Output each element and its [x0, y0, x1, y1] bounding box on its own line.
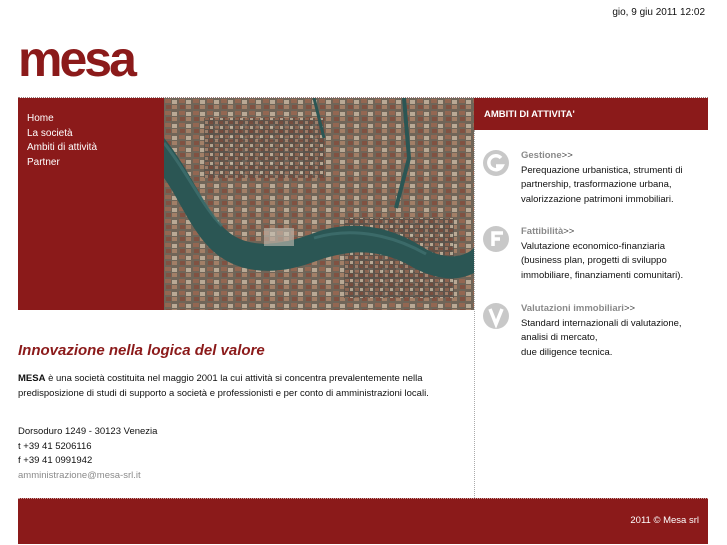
service-desc-line: Valutazione economico-finanziaria	[521, 240, 665, 252]
contact-block	[18, 425, 157, 483]
service-desc-line: (business plan, progetti di sviluppo	[521, 255, 667, 266]
intro-company-name: MESA	[18, 373, 46, 384]
column-divider	[474, 130, 475, 498]
service-desc-line: due diligence tecnica.	[521, 346, 613, 358]
nav-item-la-societa[interactable]: La società	[27, 127, 73, 139]
main-nav	[18, 98, 164, 310]
service-arrow[interactable]: >>	[561, 150, 573, 161]
g-circle-icon	[482, 149, 510, 177]
service-desc-line: partnership, trasformazione urbana,	[521, 179, 672, 190]
contact-address: Dorsoduro 1249 - 30123 Venezia	[18, 426, 158, 437]
intro-text: è una società costituita nel maggio 2001 la cui attività si concentra prevalentemente nella	[45, 373, 423, 384]
footer-bar	[18, 498, 708, 544]
footer-copyright: 2011 © Mesa srl	[630, 515, 699, 526]
nav-item-home[interactable]: Home	[27, 113, 54, 124]
mesa-logo[interactable]: mesa	[18, 31, 134, 87]
ambiti-heading: AMBITI DI ATTIVITA'	[484, 109, 575, 120]
service-title-valutazioni[interactable]: Valutazioni immobiliari	[521, 303, 624, 314]
nav-item-ambiti[interactable]: Ambiti di attività	[27, 142, 98, 153]
contact-email-link[interactable]: amministrazione@mesa-srl.it	[18, 469, 141, 481]
service-desc-line: Standard internazionali di valutazione,	[521, 317, 682, 329]
service-desc-line: analisi di mercato,	[521, 332, 598, 343]
contact-phone: t +39 41 5206116	[18, 440, 92, 452]
intro-text: predisposizione di studi di supporto a società e professionisti e per conto di amministrazioni locali.	[18, 388, 429, 399]
service-desc-line: valorizzazione patrimoni immobiliari.	[521, 193, 674, 205]
service-arrow[interactable]: >>	[563, 226, 575, 237]
v-circle-icon	[482, 302, 510, 330]
venice-aerial-photo	[164, 98, 474, 310]
ambiti-heading-bar	[474, 98, 708, 130]
service-title-fattibilita[interactable]: Fattibilità	[521, 226, 564, 237]
intro-paragraph	[18, 371, 458, 401]
nav-item-partner[interactable]: Partner	[27, 156, 60, 168]
service-arrow[interactable]: >>	[623, 303, 636, 314]
contact-fax: f +39 41 0991942	[18, 455, 93, 466]
service-desc-line: Perequazione urbanistica, strumenti di	[521, 164, 683, 176]
current-datetime: gio, 9 giu 2011 12:02	[612, 7, 705, 18]
service-desc-line: immobiliare, finanziamenti comunitari).	[521, 269, 684, 281]
service-title-gestione[interactable]: Gestione	[521, 150, 562, 161]
tagline: Innovazione nella logica del valore	[18, 342, 265, 359]
f-circle-icon	[482, 225, 510, 253]
